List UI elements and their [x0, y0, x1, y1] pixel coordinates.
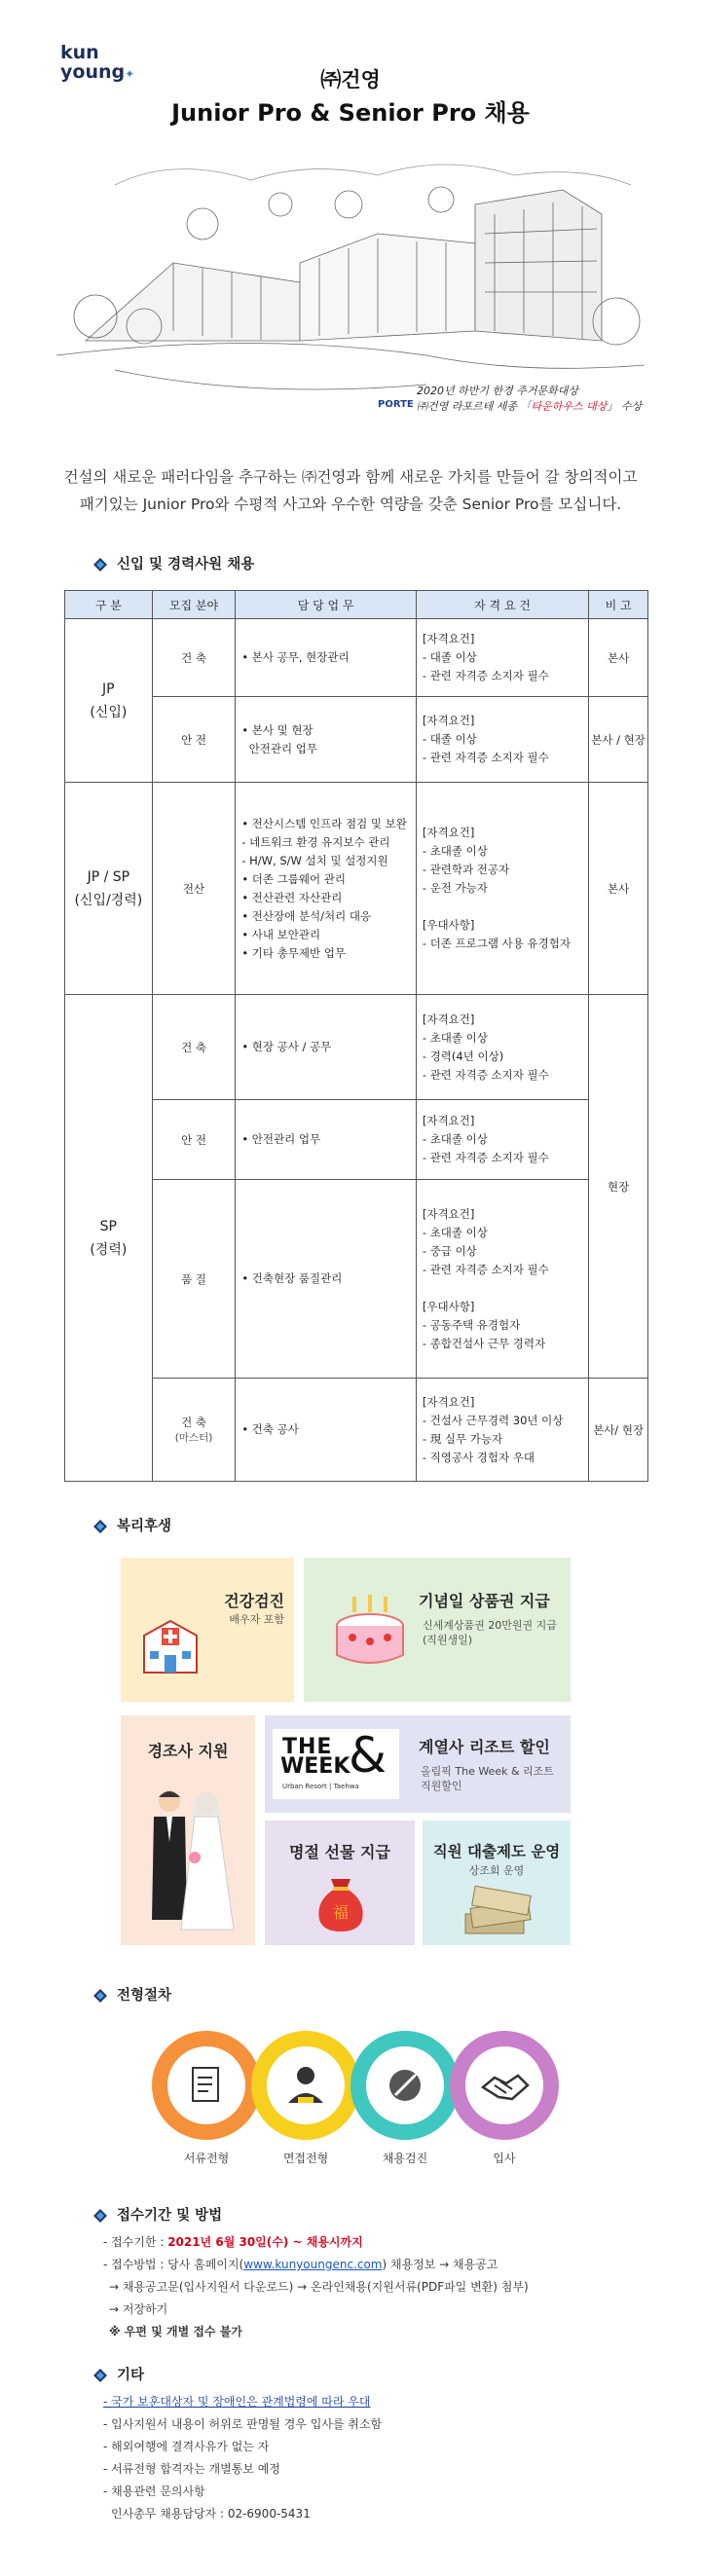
- duties-cell: • 건축 공사: [236, 1379, 417, 1482]
- etc-line3: - 해외여행에 결격사유가 없는 자: [103, 2440, 270, 2453]
- step-label-checkup: 채용검진: [382, 2152, 428, 2165]
- field-cell: 품 질: [152, 1180, 236, 1379]
- application-note: ※ 우편 및 개별 접수 불가: [109, 2325, 242, 2338]
- step-label-interview: 면접전형: [282, 2152, 329, 2165]
- note-cell: 본사 / 현장: [589, 697, 648, 783]
- step-circle-document: [160, 2039, 253, 2132]
- quals-cell: [자격요건] - 초대졸 이상 - 경력(4년 이상) - 관련 자격증 소지자 필수: [416, 995, 588, 1100]
- etc-line1: - 국가 보훈대상자 및 장애인은 관계법령에 따라 우대: [103, 2395, 371, 2409]
- field-cell: 전산: [152, 783, 236, 995]
- diamond-bullet-icon: [93, 2209, 107, 2223]
- application-period: - 접수기한 : 2021년 6월 30일(수) ~ 채용시까지: [103, 2235, 363, 2249]
- diamond-bullet-icon: [93, 558, 107, 571]
- syringe-icon: [389, 2070, 421, 2101]
- homepage-link[interactable]: www.kunyoungenc.com: [243, 2258, 383, 2271]
- porte-brand: PORTE: [378, 399, 414, 410]
- quals-cell: [자격요건] - 초대졸 이상 - 관련 자격증 소지자 필수: [416, 1100, 588, 1180]
- application-line4: → 저장하기: [109, 2302, 168, 2316]
- field-cell: 건 축: [152, 619, 236, 697]
- diamond-bullet-icon: [93, 2369, 107, 2382]
- field-cell: 안 전: [152, 1100, 236, 1180]
- anniversary-title: 기념일 상품권 지급: [419, 1592, 550, 1610]
- logo-line2: young: [60, 61, 126, 83]
- quals-cell: [자격요건] - 대졸 이상 - 관련 자격증 소지자 필수: [416, 619, 588, 697]
- intro-line2: 패기있는 Junior Pro와 수평적 사고와 우수한 역량을 갖춘 Senior Pro를 모십니다.: [79, 496, 622, 513]
- application-info: [103, 2231, 529, 2343]
- gift-title: 명절 선물 지급: [289, 1843, 390, 1861]
- health-sub: 배우자 포함: [229, 1613, 284, 1626]
- group-label: SP (경력): [65, 995, 153, 1482]
- anniversary-sub1: 신세계상품권 20만원권 지급: [423, 1619, 557, 1632]
- note-cell: 본사: [589, 619, 648, 697]
- quals-cell: [자격요건] - 초대졸 이상 - 관련학과 전공자 - 운전 가능자 [우대사항] - 더존 프로그램 사용 유경험자: [416, 783, 588, 995]
- benefit-resort-card: [265, 1715, 571, 1813]
- diamond-bullet-icon: [93, 1520, 107, 1533]
- table-row: [65, 995, 648, 1100]
- recruit-heading: 신입 및 경력사원 채용: [93, 553, 254, 573]
- money-stack-icon: [461, 1885, 535, 1937]
- loan-sub: 상조회 운영: [468, 1864, 525, 1877]
- field-cell: 안 전: [152, 697, 236, 783]
- company-title: ㈜건영: [320, 68, 381, 92]
- col-duties: 담 당 업 무: [236, 591, 417, 619]
- table-row: [65, 619, 648, 697]
- duties-cell: • 건축현장 품질관리: [236, 1180, 417, 1379]
- note-cell: 본사/ 현장: [589, 1379, 648, 1482]
- hospital-icon: [136, 1616, 204, 1674]
- condolence-title: 경조사 지원: [147, 1742, 229, 1760]
- step-circle-interview: [259, 2039, 352, 2132]
- application-heading: 접수기간 및 방법: [93, 2204, 222, 2225]
- table-row: [65, 1100, 648, 1180]
- benefit-condolence-card: [121, 1715, 255, 1945]
- table-row: [65, 783, 648, 995]
- field-cell: 건 축: [152, 995, 236, 1100]
- etc-contact: 인사총무 채용담당자 : 02-6900-5431: [111, 2507, 311, 2521]
- col-field: 모집 분야: [152, 591, 236, 619]
- anniversary-sub2: (직원생일): [423, 1634, 473, 1646]
- step-label-document: 서류전형: [183, 2152, 230, 2165]
- quals-cell: [자격요건] - 대졸 이상 - 관련 자격증 소지자 필수: [416, 697, 588, 783]
- recruit-table: [64, 590, 648, 1482]
- group-label: JP (신입): [65, 619, 153, 783]
- etc-line4: - 서류전형 합격자는 개별통보 예정: [103, 2462, 280, 2476]
- document-icon: [193, 2068, 218, 2101]
- resort-sub1: 올림픽 The Week & 리조트: [421, 1765, 554, 1778]
- note-cell: 본사: [589, 783, 648, 995]
- duties-cell: • 현장 공사 / 공무: [236, 995, 417, 1100]
- table-row: [65, 1379, 648, 1482]
- etc-info: [103, 2391, 382, 2525]
- duties-cell: • 본사 및 현장 안전관리 업무: [236, 697, 417, 783]
- gift-pouch-icon: [314, 1875, 368, 1933]
- col-note: 비 고: [589, 591, 648, 619]
- the-week-logo: THE WEEK & Urban Resort | Taehwa: [273, 1729, 399, 1799]
- health-title: 건강검진: [224, 1592, 284, 1610]
- award-line1: 2020년 하반기 한경 주거문화대상: [417, 385, 578, 397]
- building-illustration: [56, 146, 645, 433]
- logo-mark-icon: ✦: [125, 67, 135, 81]
- loan-title: 직원 대출제도 운영: [432, 1843, 561, 1860]
- birthday-cake-icon: [329, 1593, 411, 1676]
- group-label: JP / SP (신입/경력): [65, 783, 153, 995]
- quals-cell: [자격요건] - 건설사 근무경력 30년 이상 - 現 실무 가능자 - 직영공사 경험자 우대: [416, 1379, 588, 1482]
- application-method: - 접수방법 : 당사 홈페이지(www.kunyoungenc.com) 채용정보 → 채용공고: [103, 2258, 498, 2271]
- application-line3: → 채용공고문(입사지원서 다운로드) → 온라인채용(지원서류(PDF파일 변환) 첨부): [109, 2280, 529, 2294]
- table-row: [65, 1180, 648, 1379]
- field-cell: 건 축 (마스터): [152, 1379, 236, 1482]
- quals-cell: [자격요건] - 초대졸 이상 - 중급 이상 - 관련 자격증 소지자 필수 [우대사항] - 공동주택 유경험자 - 종합건설사 근무 경력자: [416, 1180, 588, 1379]
- step-circle-join: [458, 2039, 551, 2132]
- duties-cell: • 전산시스템 인프라 점검 및 보완 - 네트워크 환경 유지보수 관리 - H/W, S/W 설치 및 설정지원 • 더존 그룹웨어 관리 • 전산관련 자산관리 • 전산장애 분석/처리 대응 • 사내 보안관리 • 기타 총무제반 업무: [236, 783, 417, 995]
- wedding-couple-icon: [142, 1784, 236, 1935]
- benefit-health-card: [121, 1558, 294, 1702]
- page-title: Junior Pro & Senior Pro 채용: [171, 99, 530, 127]
- table-row: [65, 697, 648, 783]
- svg-text:福: 福: [332, 1903, 350, 1922]
- step-label-join: 입사: [493, 2152, 516, 2165]
- duties-cell: • 안전관리 업무: [236, 1100, 417, 1180]
- etc-line5: - 채용관련 문의사항: [103, 2484, 205, 2498]
- process-heading: 전형절차: [93, 1984, 171, 2005]
- intro-text: [39, 463, 662, 518]
- col-category: 구 분: [65, 591, 153, 619]
- award-line2: ㈜건영 라포르테 세종 「타운하우스 대상」 수상: [417, 400, 643, 413]
- etc-heading: 기타: [93, 2364, 144, 2384]
- diamond-bullet-icon: [93, 1989, 107, 2003]
- note-cell: 현장: [589, 995, 648, 1379]
- benefit-loan-card: [423, 1821, 571, 1945]
- step-circle-checkup: [358, 2039, 452, 2132]
- benefits-heading: 복리후생: [93, 1515, 171, 1535]
- process-diagram: [152, 2029, 561, 2146]
- benefit-anniversary-card: [304, 1558, 571, 1702]
- table-header-row: [65, 591, 648, 619]
- logo-line1: kun: [60, 42, 99, 63]
- benefit-gift-card: [265, 1821, 415, 1945]
- resort-sub2: 직원할인: [421, 1780, 462, 1792]
- duties-cell: • 본사 공무, 현장관리: [236, 619, 417, 697]
- resort-title: 계열사 리조트 할인: [419, 1738, 550, 1756]
- intro-line1: 건설의 새로운 패러다임을 추구하는 ㈜건영과 함께 새로운 가치를 만들어 갈 창의적이고: [63, 468, 638, 486]
- etc-line2: - 입사지원서 내용이 허위로 판명될 경우 입사를 취소함: [103, 2417, 383, 2431]
- col-qualifications: 자 격 요 건: [416, 591, 588, 619]
